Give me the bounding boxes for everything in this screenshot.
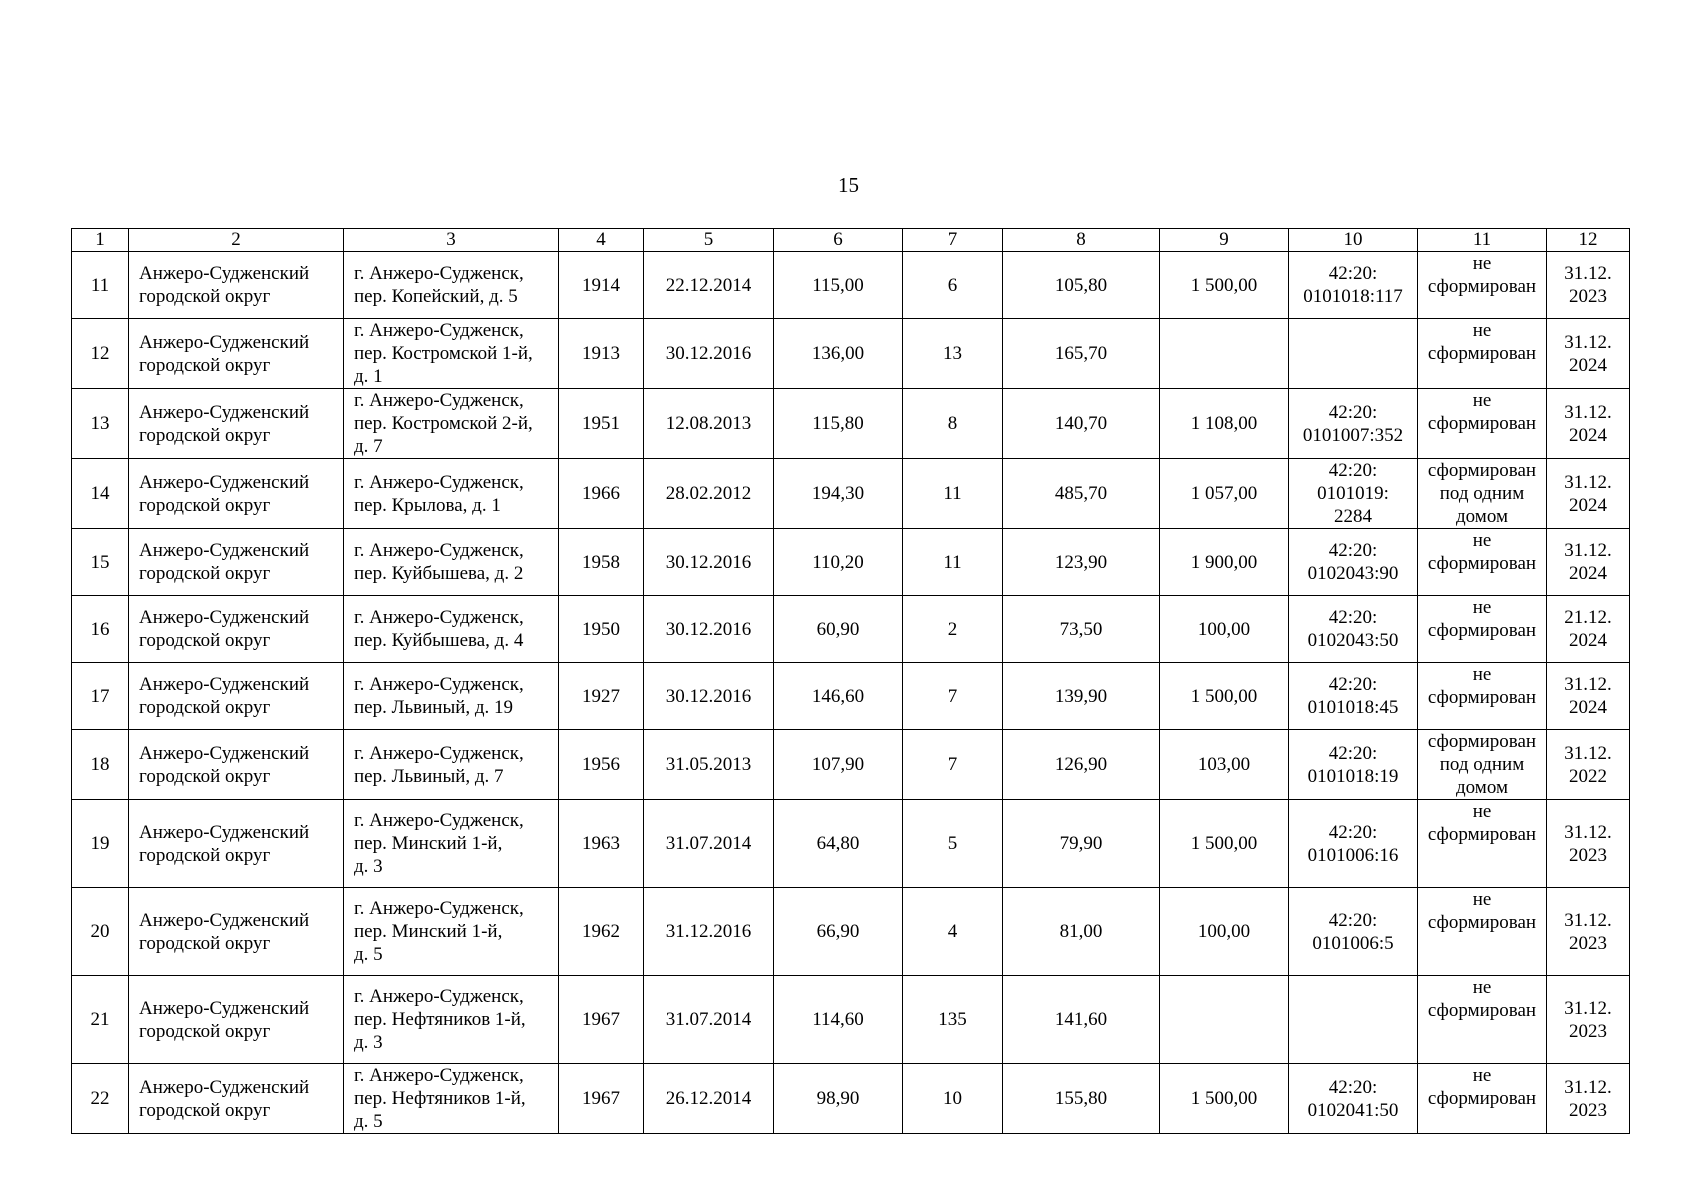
land-status-cell-line: не	[1472, 320, 1492, 341]
address-cell-line: пер. Куйбышева, д. 2	[354, 563, 524, 584]
date-cell: 12.08.2013	[644, 389, 774, 459]
total-area-cell: 126,90	[1003, 730, 1160, 800]
year-built-cell: 1950	[559, 596, 644, 663]
land-status-cell	[1418, 800, 1547, 888]
address-cell	[344, 888, 559, 976]
year-built-cell: 1927	[559, 663, 644, 730]
column-number-11: 11	[1418, 229, 1547, 252]
land-status-cell	[1418, 730, 1547, 800]
municipality-cell-line: Анжеро-Судженский	[139, 674, 310, 695]
cadastral-number-cell-line: 42:20:	[1328, 909, 1378, 931]
residents-cell: 2	[903, 596, 1003, 663]
cadastral-number-cell-line: 42:20:	[1328, 460, 1378, 481]
municipality-cell-line: Анжеро-Судженский	[139, 997, 310, 1019]
column-number-3: 3	[344, 229, 559, 252]
residents-cell: 7	[903, 730, 1003, 800]
row-number-cell: 18	[72, 730, 129, 800]
table-row	[72, 529, 1630, 596]
cadastral-number-cell-line: 0101018:45	[1307, 697, 1399, 718]
cadastral-number-cell-line: 42:20:	[1328, 401, 1378, 423]
area-cell: 114,60	[774, 976, 903, 1064]
address-cell-line: пер. Нефтяников 1-й,	[354, 1009, 526, 1030]
cadastral-number-cell	[1289, 596, 1418, 663]
row-number-cell: 13	[72, 389, 129, 459]
cadastral-number-cell-line: 42:20:	[1328, 607, 1378, 628]
municipality-cell-line: городской округ	[139, 286, 271, 307]
date-cell: 30.12.2016	[644, 596, 774, 663]
address-cell-line: г. Анжеро-Судженск,	[354, 986, 524, 1007]
table-row	[72, 389, 1630, 459]
deadline-cell	[1547, 389, 1630, 459]
address-cell-line: г. Анжеро-Судженск,	[354, 607, 524, 628]
address-cell-line: пер. Крылова, д. 1	[354, 494, 501, 516]
deadline-cell-line: 31.12.	[1564, 401, 1612, 423]
land-status-cell-line: домом	[1456, 777, 1508, 798]
deadline-cell-line: 2022	[1569, 765, 1607, 787]
address-cell-line: г. Анжеро-Судженск,	[354, 540, 524, 561]
address-cell-line: г. Анжеро-Судженск,	[354, 810, 524, 831]
deadline-cell	[1547, 319, 1630, 389]
municipality-cell	[129, 976, 344, 1064]
municipality-cell-line: Анжеро-Судженский	[139, 263, 310, 284]
area-cell: 66,90	[774, 888, 903, 976]
municipality-cell	[129, 730, 344, 800]
total-area-cell: 485,70	[1003, 459, 1160, 529]
deadline-cell	[1547, 663, 1630, 730]
deadline-cell-line: 2023	[1569, 1020, 1607, 1042]
cadastral-number-cell-line: 42:20:	[1328, 821, 1378, 843]
table-row	[72, 976, 1630, 1064]
address-cell-line: г. Анжеро-Судженск,	[354, 471, 524, 493]
row-number-cell: 17	[72, 663, 129, 730]
municipality-cell-line: городской округ	[139, 1020, 271, 1042]
deadline-cell-line: 31.12.	[1564, 1076, 1612, 1098]
land-area-cell	[1160, 319, 1289, 389]
land-area-cell: 1 900,00	[1160, 529, 1289, 596]
cadastral-number-cell	[1289, 1064, 1418, 1134]
land-area-cell: 1 500,00	[1160, 663, 1289, 730]
column-number-4: 4	[559, 229, 644, 252]
cadastral-number-cell	[1289, 976, 1418, 1064]
deadline-cell	[1547, 800, 1630, 888]
land-status-cell-line: сформирован	[1427, 620, 1537, 641]
land-status-cell	[1418, 663, 1547, 730]
deadline-cell-line: 31.12.	[1564, 263, 1612, 284]
area-cell: 60,90	[774, 596, 903, 663]
address-cell	[344, 800, 559, 888]
area-cell: 115,80	[774, 389, 903, 459]
address-cell-line: д. 5	[354, 944, 383, 965]
land-area-cell: 1 500,00	[1160, 800, 1289, 888]
land-status-cell-line: не	[1472, 597, 1492, 618]
address-cell-line: пер. Костромской 2-й,	[354, 413, 533, 434]
row-number-cell: 14	[72, 459, 129, 529]
deadline-cell-line: 2024	[1569, 630, 1607, 651]
municipality-cell	[129, 529, 344, 596]
residents-cell: 11	[903, 529, 1003, 596]
cadastral-number-cell-line: 0101019:	[1317, 483, 1389, 504]
total-area-cell: 73,50	[1003, 596, 1160, 663]
land-status-cell-line: сформирован	[1427, 1088, 1537, 1109]
cadastral-number-cell-line: 42:20:	[1328, 742, 1378, 764]
municipality-cell-line: городской округ	[139, 563, 271, 584]
municipality-cell-line: Анжеро-Судженский	[139, 471, 310, 493]
land-status-cell-line: сформирован	[1427, 413, 1537, 434]
land-status-cell-line: сформирован	[1427, 460, 1537, 481]
total-area-cell: 140,70	[1003, 389, 1160, 459]
deadline-cell	[1547, 730, 1630, 800]
municipality-cell-line: Анжеро-Судженский	[139, 742, 310, 764]
address-cell	[344, 596, 559, 663]
address-cell	[344, 459, 559, 529]
cadastral-number-cell	[1289, 529, 1418, 596]
row-number-cell: 15	[72, 529, 129, 596]
cadastral-number-cell-line: 0101006:5	[1312, 932, 1394, 954]
deadline-cell-line: 2024	[1569, 563, 1607, 584]
land-status-cell-line: не	[1472, 664, 1492, 685]
column-number-1: 1	[72, 229, 129, 252]
municipality-cell	[129, 252, 344, 319]
address-cell-line: г. Анжеро-Судженск,	[354, 674, 524, 695]
date-cell: 31.07.2014	[644, 976, 774, 1064]
date-cell: 30.12.2016	[644, 529, 774, 596]
deadline-cell	[1547, 1064, 1630, 1134]
municipality-cell-line: городской округ	[139, 630, 271, 651]
address-cell-line: пер. Костромской 1-й,	[354, 343, 533, 364]
area-cell: 194,30	[774, 459, 903, 529]
address-cell-line: пер. Минский 1-й,	[354, 833, 503, 854]
residents-cell: 10	[903, 1064, 1003, 1134]
municipality-cell	[129, 319, 344, 389]
address-cell	[344, 976, 559, 1064]
total-area-cell: 105,80	[1003, 252, 1160, 319]
date-cell: 30.12.2016	[644, 663, 774, 730]
deadline-cell-line: 31.12.	[1564, 674, 1612, 695]
area-cell: 110,20	[774, 529, 903, 596]
municipality-cell-line: городской округ	[139, 932, 271, 954]
total-area-cell: 165,70	[1003, 319, 1160, 389]
column-number-2: 2	[129, 229, 344, 252]
year-built-cell: 1967	[559, 976, 644, 1064]
cadastral-number-cell	[1289, 389, 1418, 459]
address-cell-line: д. 7	[354, 436, 383, 457]
land-status-cell-line: не	[1472, 1065, 1492, 1086]
table-row	[72, 1064, 1630, 1134]
municipality-cell-line: Анжеро-Судженский	[139, 540, 310, 561]
land-status-cell-line: не	[1472, 390, 1492, 411]
year-built-cell: 1958	[559, 529, 644, 596]
date-cell: 31.12.2016	[644, 888, 774, 976]
deadline-cell-line: 31.12.	[1564, 742, 1612, 764]
cadastral-number-cell-line: 0101006:16	[1307, 844, 1399, 866]
municipality-cell-line: городской округ	[139, 765, 271, 787]
address-cell	[344, 730, 559, 800]
deadline-cell-line: 2024	[1569, 424, 1607, 446]
deadline-cell-line: 31.12.	[1564, 821, 1612, 843]
municipality-cell-line: городской округ	[139, 697, 271, 718]
municipality-cell	[129, 1064, 344, 1134]
total-area-cell: 141,60	[1003, 976, 1160, 1064]
date-cell: 22.12.2014	[644, 252, 774, 319]
residents-cell: 135	[903, 976, 1003, 1064]
land-status-cell-line: не	[1472, 977, 1492, 998]
deadline-cell-line: 31.12.	[1564, 997, 1612, 1019]
municipality-cell-line: городской округ	[139, 424, 271, 446]
column-number-9: 9	[1160, 229, 1289, 252]
municipality-cell	[129, 596, 344, 663]
column-number-8: 8	[1003, 229, 1160, 252]
deadline-cell-line: 2023	[1569, 932, 1607, 954]
address-cell	[344, 1064, 559, 1134]
cadastral-number-cell-line: 0102043:90	[1307, 563, 1399, 584]
residents-cell: 5	[903, 800, 1003, 888]
cadastral-number-cell	[1289, 800, 1418, 888]
address-cell-line: пер. Минский 1-й,	[354, 921, 503, 942]
date-cell: 28.02.2012	[644, 459, 774, 529]
municipality-cell-line: Анжеро-Судженский	[139, 331, 310, 353]
address-cell	[344, 252, 559, 319]
residents-cell: 7	[903, 663, 1003, 730]
land-area-cell: 103,00	[1160, 730, 1289, 800]
land-status-cell	[1418, 596, 1547, 663]
cadastral-number-cell	[1289, 663, 1418, 730]
cadastral-number-cell-line: 42:20:	[1328, 263, 1378, 284]
land-area-cell: 1 108,00	[1160, 389, 1289, 459]
table-row	[72, 459, 1630, 529]
year-built-cell: 1956	[559, 730, 644, 800]
page-number: 15	[838, 173, 859, 197]
address-cell-line: г. Анжеро-Судженск,	[354, 390, 524, 411]
municipality-cell-line: городской округ	[139, 1099, 271, 1121]
date-cell: 30.12.2016	[644, 319, 774, 389]
column-number-row	[72, 229, 1630, 252]
column-number-6: 6	[774, 229, 903, 252]
cadastral-number-cell-line: 42:20:	[1328, 540, 1378, 561]
residents-cell: 11	[903, 459, 1003, 529]
year-built-cell: 1967	[559, 1064, 644, 1134]
date-cell: 31.05.2013	[644, 730, 774, 800]
deadline-cell	[1547, 459, 1630, 529]
area-cell: 107,90	[774, 730, 903, 800]
land-status-cell-line: сформирован	[1427, 1000, 1537, 1021]
deadline-cell-line: 31.12.	[1564, 331, 1612, 353]
land-status-cell-line: сформирован	[1427, 553, 1537, 574]
address-cell-line: г. Анжеро-Судженск,	[354, 263, 524, 284]
address-cell-line: пер. Нефтяников 1-й,	[354, 1088, 526, 1109]
land-status-cell	[1418, 252, 1547, 319]
address-cell-line: пер. Копейский, д. 5	[354, 286, 518, 307]
land-status-cell	[1418, 389, 1547, 459]
row-number-cell: 22	[72, 1064, 129, 1134]
cadastral-number-cell-line: 2284	[1334, 506, 1372, 527]
residents-cell: 6	[903, 252, 1003, 319]
cadastral-number-cell	[1289, 459, 1418, 529]
address-cell-line: г. Анжеро-Судженск,	[354, 1065, 524, 1086]
land-status-cell-line: сформирован	[1427, 276, 1537, 297]
date-cell: 26.12.2014	[644, 1064, 774, 1134]
deadline-cell-line: 2023	[1569, 1099, 1607, 1121]
table-row	[72, 663, 1630, 730]
deadline-cell-line: 31.12.	[1564, 471, 1612, 493]
table-row	[72, 888, 1630, 976]
table-row	[72, 319, 1630, 389]
row-number-cell: 16	[72, 596, 129, 663]
address-cell-line: г. Анжеро-Судженск,	[354, 320, 524, 341]
year-built-cell: 1951	[559, 389, 644, 459]
address-cell-line: д. 1	[354, 366, 383, 387]
cadastral-number-cell	[1289, 730, 1418, 800]
land-status-cell-line: не	[1472, 801, 1492, 822]
area-cell: 136,00	[774, 319, 903, 389]
land-status-cell	[1418, 459, 1547, 529]
cadastral-number-cell-line: 42:20:	[1328, 1076, 1378, 1098]
column-number-7: 7	[903, 229, 1003, 252]
area-cell: 64,80	[774, 800, 903, 888]
deadline-cell-line: 2024	[1569, 494, 1607, 516]
year-built-cell: 1966	[559, 459, 644, 529]
land-status-cell-line: не	[1472, 253, 1492, 274]
address-cell	[344, 663, 559, 730]
row-number-cell: 19	[72, 800, 129, 888]
land-area-cell: 1 500,00	[1160, 252, 1289, 319]
deadline-cell	[1547, 976, 1630, 1064]
address-cell-line: д. 3	[354, 856, 383, 877]
address-cell	[344, 529, 559, 596]
area-cell: 98,90	[774, 1064, 903, 1134]
cadastral-number-cell	[1289, 319, 1418, 389]
deadline-cell-line: 31.12.	[1564, 909, 1612, 931]
address-cell	[344, 389, 559, 459]
cadastral-number-cell	[1289, 252, 1418, 319]
land-status-cell-line: не	[1472, 530, 1492, 551]
land-status-cell	[1418, 529, 1547, 596]
cadastral-number-cell-line: 0102043:50	[1307, 630, 1399, 651]
residents-cell: 13	[903, 319, 1003, 389]
deadline-cell	[1547, 888, 1630, 976]
address-cell-line: г. Анжеро-Судженск,	[354, 898, 524, 919]
land-status-cell-line: не	[1472, 889, 1492, 910]
row-number-cell: 11	[72, 252, 129, 319]
address-cell-line: пер. Куйбышева, д. 4	[354, 630, 524, 651]
date-cell: 31.07.2014	[644, 800, 774, 888]
land-status-cell-line: под одним	[1439, 754, 1525, 775]
column-number-12: 12	[1547, 229, 1630, 252]
row-number-cell: 21	[72, 976, 129, 1064]
address-cell-line: д. 5	[354, 1111, 383, 1132]
land-area-cell: 100,00	[1160, 888, 1289, 976]
land-status-cell	[1418, 1064, 1547, 1134]
column-number-10: 10	[1289, 229, 1418, 252]
address-cell-line: г. Анжеро-Судженск,	[354, 742, 524, 764]
housing-registry-table	[71, 228, 1630, 1134]
municipality-cell-line: городской округ	[139, 354, 271, 376]
municipality-cell	[129, 888, 344, 976]
land-status-cell	[1418, 888, 1547, 976]
total-area-cell: 155,80	[1003, 1064, 1160, 1134]
municipality-cell-line: Анжеро-Судженский	[139, 401, 310, 423]
deadline-cell-line: 2024	[1569, 354, 1607, 376]
total-area-cell: 123,90	[1003, 529, 1160, 596]
deadline-cell-line: 2024	[1569, 697, 1607, 718]
municipality-cell	[129, 663, 344, 730]
deadline-cell	[1547, 252, 1630, 319]
row-number-cell: 20	[72, 888, 129, 976]
land-status-cell	[1418, 319, 1547, 389]
address-cell-line: пер. Львиный, д. 7	[354, 765, 504, 787]
municipality-cell-line: Анжеро-Судженский	[139, 821, 310, 843]
deadline-cell	[1547, 529, 1630, 596]
deadline-cell	[1547, 596, 1630, 663]
cadastral-number-cell-line: 0102041:50	[1307, 1099, 1399, 1121]
land-status-cell	[1418, 976, 1547, 1064]
deadline-cell-line: 31.12.	[1564, 540, 1612, 561]
land-status-cell-line: сформирован	[1427, 731, 1537, 752]
cadastral-number-cell-line: 0101007:352	[1302, 424, 1404, 446]
table-body	[72, 252, 1630, 1134]
year-built-cell: 1913	[559, 319, 644, 389]
year-built-cell: 1963	[559, 800, 644, 888]
municipality-cell-line: городской округ	[139, 494, 271, 516]
year-built-cell: 1962	[559, 888, 644, 976]
residents-cell: 8	[903, 389, 1003, 459]
address-cell	[344, 319, 559, 389]
land-status-cell-line: сформирован	[1427, 824, 1537, 845]
land-status-cell-line: под одним	[1439, 483, 1525, 504]
area-cell: 115,00	[774, 252, 903, 319]
area-cell: 146,60	[774, 663, 903, 730]
total-area-cell: 81,00	[1003, 888, 1160, 976]
land-area-cell: 1 500,00	[1160, 1064, 1289, 1134]
municipality-cell	[129, 389, 344, 459]
land-status-cell-line: сформирован	[1427, 343, 1537, 364]
municipality-cell-line: Анжеро-Судженский	[139, 1076, 310, 1098]
cadastral-number-cell	[1289, 888, 1418, 976]
land-area-cell	[1160, 976, 1289, 1064]
column-number-5: 5	[644, 229, 774, 252]
land-status-cell-line: домом	[1456, 506, 1508, 527]
address-cell-line: д. 3	[354, 1032, 383, 1053]
row-number-cell: 12	[72, 319, 129, 389]
deadline-cell-line: 2023	[1569, 844, 1607, 866]
cadastral-number-cell-line: 0101018:117	[1303, 286, 1403, 307]
land-area-cell: 1 057,00	[1160, 459, 1289, 529]
municipality-cell-line: городской округ	[139, 844, 271, 866]
cadastral-number-cell-line: 42:20:	[1328, 674, 1378, 695]
land-area-cell: 100,00	[1160, 596, 1289, 663]
year-built-cell: 1914	[559, 252, 644, 319]
total-area-cell: 79,90	[1003, 800, 1160, 888]
total-area-cell: 139,90	[1003, 663, 1160, 730]
land-status-cell-line: сформирован	[1427, 912, 1537, 933]
municipality-cell-line: Анжеро-Судженский	[139, 607, 310, 628]
residents-cell: 4	[903, 888, 1003, 976]
table-row	[72, 252, 1630, 319]
municipality-cell	[129, 800, 344, 888]
land-status-cell-line: сформирован	[1427, 687, 1537, 708]
municipality-cell-line: Анжеро-Судженский	[139, 909, 310, 931]
table-row	[72, 730, 1630, 800]
table-row	[72, 596, 1630, 663]
deadline-cell-line: 21.12.	[1564, 607, 1612, 628]
deadline-cell-line: 2023	[1569, 286, 1607, 307]
address-cell-line: пер. Львиный, д. 19	[354, 697, 514, 718]
cadastral-number-cell-line: 0101018:19	[1307, 765, 1399, 787]
municipality-cell	[129, 459, 344, 529]
table-row	[72, 800, 1630, 888]
